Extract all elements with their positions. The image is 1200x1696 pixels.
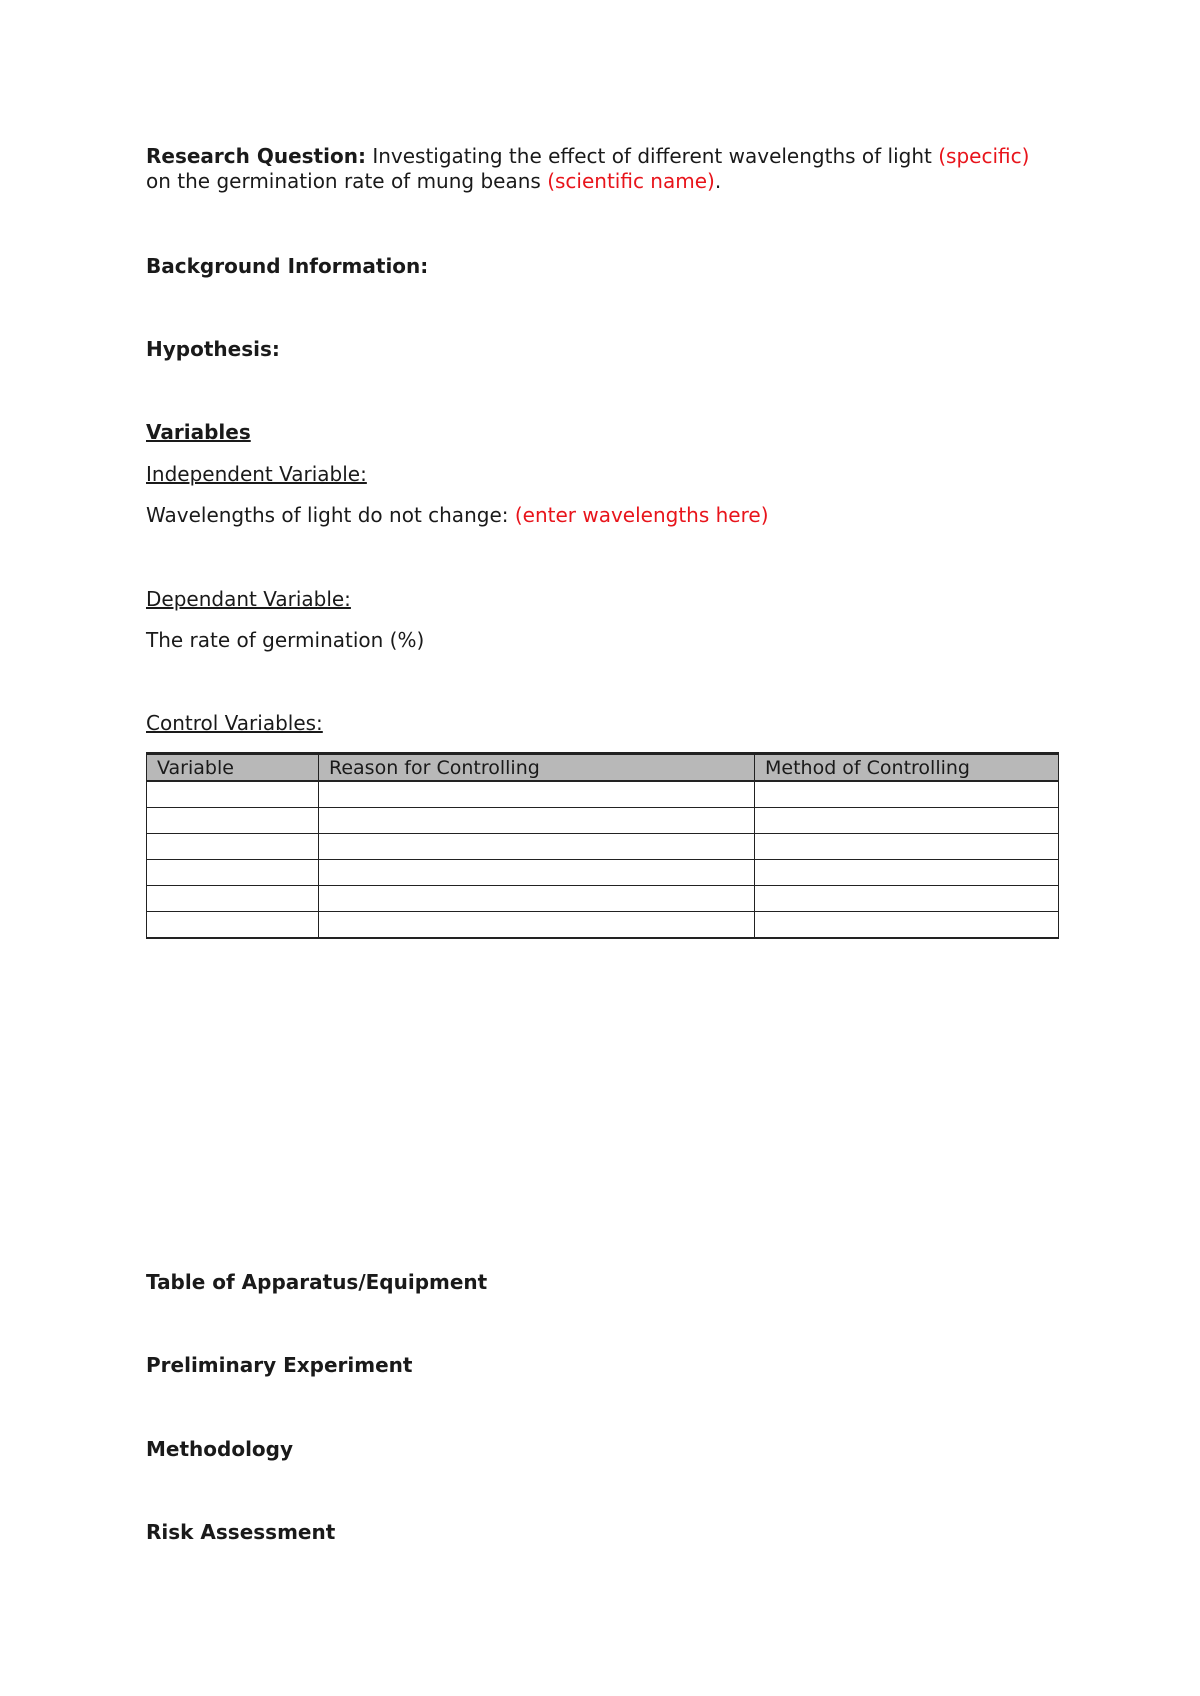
research-question-note-1: (specific) <box>938 144 1030 168</box>
independent-variable-value: Wavelengths of light do not change: <box>146 503 509 527</box>
preliminary-experiment-heading: Preliminary Experiment <box>146 1353 413 1377</box>
research-question-text-2: on the germination rate of mung beans <box>146 169 541 193</box>
table-cell[interactable] <box>319 808 755 834</box>
research-question-end: . <box>714 169 722 193</box>
apparatus-heading: Table of Apparatus/Equipment <box>146 1270 488 1294</box>
table-row <box>147 808 1059 834</box>
table-cell[interactable] <box>319 912 755 939</box>
table-row <box>147 860 1059 886</box>
methodology-heading: Methodology <box>146 1437 294 1461</box>
column-header-variable: Variable <box>147 754 319 782</box>
table-cell[interactable] <box>147 886 319 912</box>
table-cell[interactable] <box>147 834 319 860</box>
table-cell[interactable] <box>755 860 1059 886</box>
variables-heading: Variables <box>146 420 251 444</box>
independent-variable-note: (enter wavelengths here) <box>514 503 769 527</box>
table-cell[interactable] <box>319 860 755 886</box>
background-heading: Background Information: <box>146 254 429 278</box>
table-row <box>147 834 1059 860</box>
table-cell[interactable] <box>755 886 1059 912</box>
table-cell[interactable] <box>147 781 319 808</box>
table-row <box>147 912 1059 939</box>
table-cell[interactable] <box>147 860 319 886</box>
research-question <box>146 144 1029 194</box>
risk-assessment-heading: Risk Assessment <box>146 1520 336 1544</box>
table-cell[interactable] <box>755 808 1059 834</box>
table-cell[interactable] <box>755 781 1059 808</box>
independent-variable-label: Independent Variable: <box>146 462 367 486</box>
column-header-reason: Reason for Controlling <box>319 754 755 782</box>
table-cell[interactable] <box>319 886 755 912</box>
control-variables-label: Control Variables: <box>146 711 323 735</box>
table-cell[interactable] <box>319 781 755 808</box>
control-variables-table <box>146 752 1059 939</box>
research-question-text-1: Investigating the effect of different wavelengths of light <box>372 144 932 168</box>
table-cell[interactable] <box>147 808 319 834</box>
dependent-variable-label: Dependant Variable: <box>146 587 351 611</box>
dependent-variable-text: The rate of germination (%) <box>146 628 425 652</box>
table-row <box>147 781 1059 808</box>
hypothesis-heading: Hypothesis: <box>146 337 280 361</box>
table-cell[interactable] <box>755 912 1059 939</box>
independent-variable-text <box>146 503 769 528</box>
column-header-method: Method of Controlling <box>755 754 1059 782</box>
research-question-note-2: (scientific name) <box>547 169 715 193</box>
table-cell[interactable] <box>319 834 755 860</box>
table-cell[interactable] <box>147 912 319 939</box>
table-header-row <box>147 754 1059 782</box>
research-question-label: Research Question: <box>146 144 366 168</box>
table-cell[interactable] <box>755 834 1059 860</box>
table-row <box>147 886 1059 912</box>
